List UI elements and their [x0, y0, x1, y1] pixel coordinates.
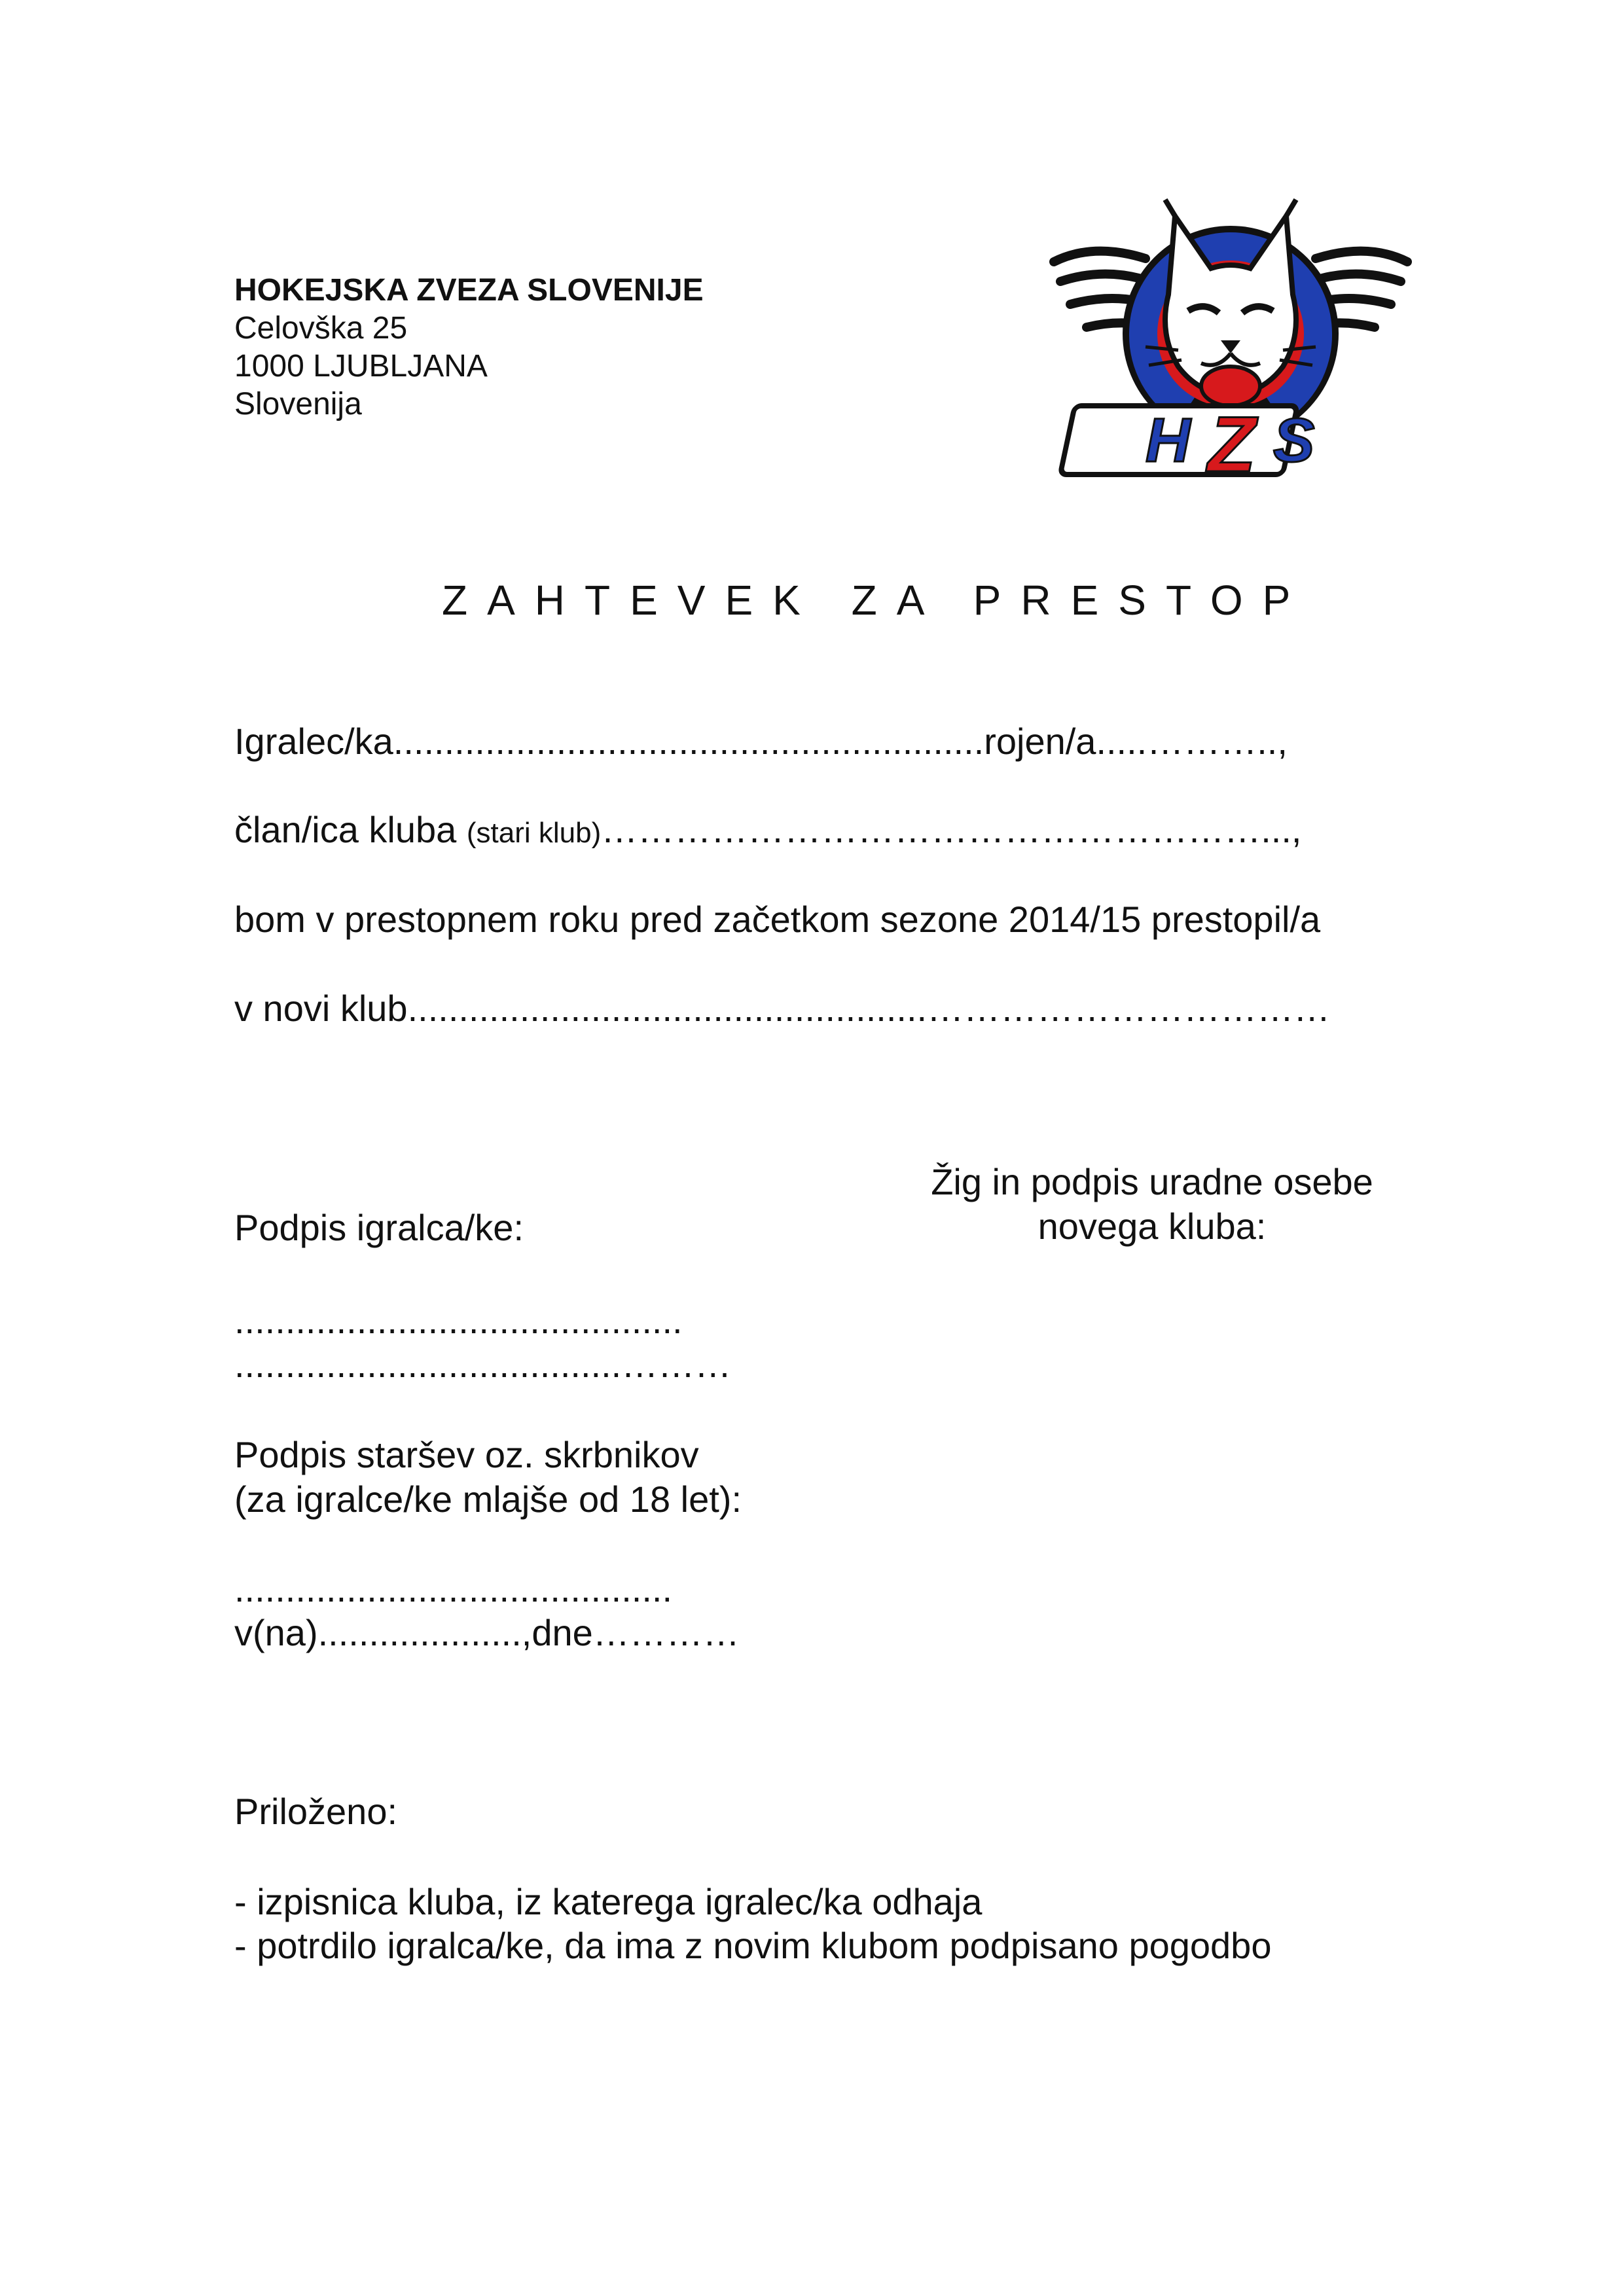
- member-line: [234, 808, 1301, 855]
- parents-signature-field[interactable]: ...........................................: [234, 1568, 673, 1609]
- parents-label-line-1: Podpis staršev oz. skrbnikov: [234, 1434, 699, 1475]
- org-street: Celovška 25: [234, 311, 408, 346]
- player-prefix: Igralec/ka: [234, 721, 393, 762]
- player-signature-field-2[interactable]: ......................................………: [234, 1344, 732, 1385]
- member-hint: (stari klub): [466, 817, 602, 849]
- born-label: rojen/a: [984, 721, 1096, 762]
- old-club-field[interactable]: ………………………………………………...,: [601, 809, 1302, 850]
- org-name: HOKEJSKA ZVEZA SLOVENIJE: [234, 273, 704, 308]
- parents-label-line-2: (za igralce/ke mlajše od 18 let):: [234, 1479, 742, 1520]
- place-date-field[interactable]: v(na)....................,dne…………: [234, 1612, 740, 1653]
- attachments-heading: Priloženo:: [234, 1791, 398, 1832]
- official-label-line-1: Žig in podpis uradne osebe: [931, 1161, 1373, 1202]
- official-signature-label: [890, 1160, 1414, 1249]
- born-date-field[interactable]: .....………..,: [1096, 721, 1288, 762]
- new-club-prefix: v novi klub: [234, 988, 408, 1029]
- attachment-item: - izpisnica kluba, iz katerega igralec/ka odhaja: [234, 1881, 983, 1922]
- new-club-field[interactable]: ...................................................……………………………: [407, 988, 1331, 1029]
- org-country: Slovenija: [234, 387, 362, 422]
- page-title: ZAHTEVEK ZA PRESTOP: [442, 577, 1310, 624]
- transfer-sentence: bom v prestopnem roku pred začetkom sezone 2014/15 prestopil/a: [234, 899, 1321, 940]
- svg-text:H: H: [1146, 406, 1191, 475]
- new-club-line: [234, 987, 1330, 1030]
- player-signature-field-1[interactable]: ............................................: [234, 1300, 683, 1341]
- svg-text:Z: Z: [1208, 401, 1256, 488]
- org-city: 1000 LJUBLJANA: [234, 349, 488, 384]
- hzs-lynx-logo-icon: [1047, 196, 1414, 497]
- official-label-line-2: novega kluba:: [1038, 1206, 1267, 1247]
- svg-text:S: S: [1273, 406, 1315, 475]
- player-signature-label: Podpis igralca/ke:: [234, 1207, 524, 1248]
- attachment-item: - potrdilo igralca/ke, da ima z novim klubom podpisano pogodbo: [234, 1925, 1272, 1966]
- player-name-field[interactable]: ..........................................................: [393, 721, 984, 762]
- player-line: [234, 720, 1288, 763]
- member-prefix: član/ica kluba: [234, 809, 457, 850]
